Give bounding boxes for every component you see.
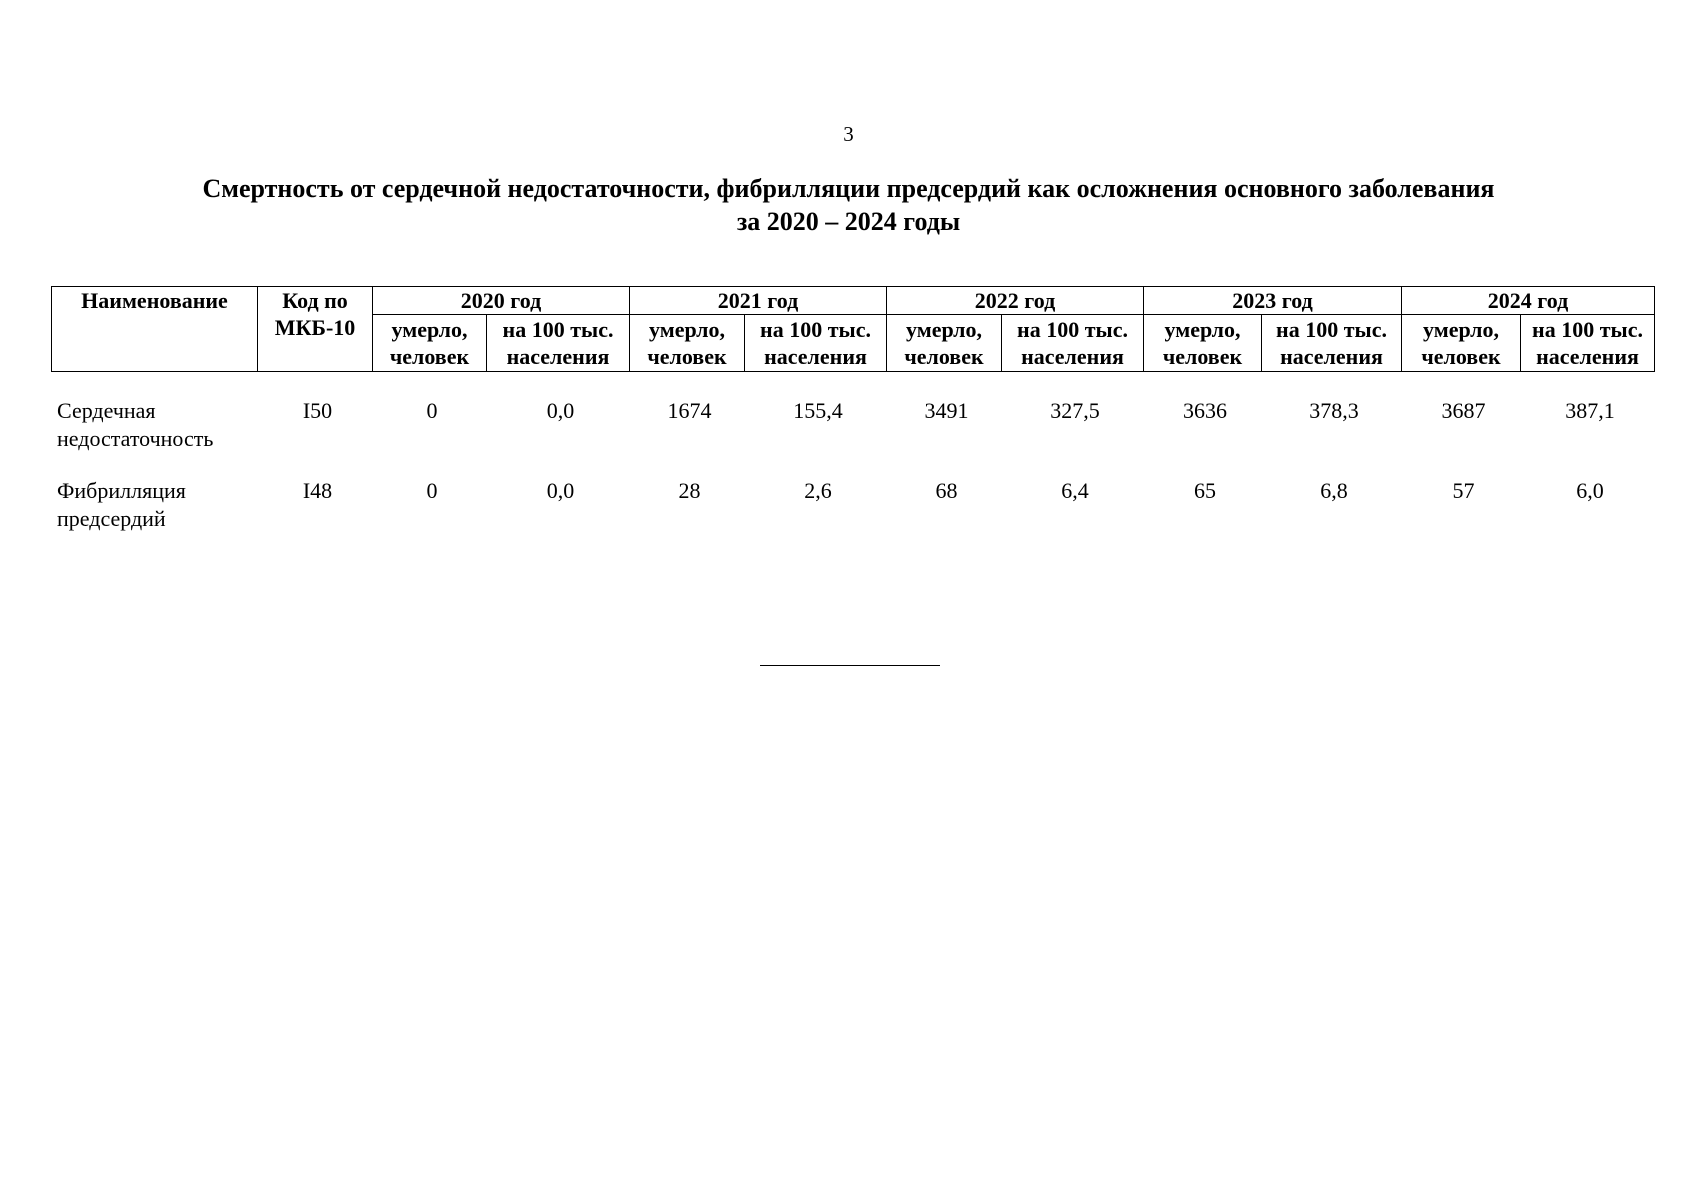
header-rate: на 100 тыс. населения: [1262, 315, 1402, 372]
header-rate: на 100 тыс. населения: [1521, 315, 1655, 372]
header-rate: на 100 тыс. населения: [1002, 315, 1144, 372]
header-died: умерло, человек: [887, 315, 1002, 372]
cell-value: 155,4: [793, 398, 843, 423]
cell-value: 2,6: [804, 478, 832, 503]
table-body: [51, 397, 1654, 557]
cell-value: 3491: [924, 398, 969, 423]
header-died: умерло, человек: [373, 315, 487, 372]
header-year-2020: 2020 год: [373, 287, 630, 315]
cell-value: 3687: [1441, 398, 1486, 423]
header-year-2024: 2024 год: [1402, 287, 1655, 315]
cell-value: 28: [678, 478, 701, 503]
cell-value: 327,5: [1050, 398, 1100, 423]
document-title: [60, 172, 1637, 238]
row-code: I50: [302, 398, 333, 423]
cell-value: 0,0: [546, 478, 575, 503]
cell-value: 378,3: [1309, 398, 1359, 423]
row-name: Сердечная недостаточность: [57, 398, 214, 451]
title-line-1: Смертность от сердечной недостаточности, фибрилляции предсердий как осложнения основного заболевания: [202, 174, 1495, 203]
cell-value: 0: [426, 478, 438, 503]
title-line-2: за 2020 – 2024 годы: [736, 207, 961, 236]
header-died: умерло, человек: [1144, 315, 1262, 372]
header-year-2021: 2021 год: [630, 287, 887, 315]
cell-value: 6,4: [1061, 478, 1089, 503]
cell-value: 57: [1452, 478, 1475, 503]
header-died: умерло, человек: [630, 315, 745, 372]
table-row: [51, 477, 1654, 557]
header-died: умерло, человек: [1402, 315, 1521, 372]
header-rate: на 100 тыс. населения: [487, 315, 630, 372]
row-code: I48: [302, 478, 333, 503]
cell-value: 1674: [667, 398, 712, 423]
separator-line: [760, 665, 940, 666]
cell-value: 68: [935, 478, 958, 503]
table-row: [51, 397, 1654, 477]
table-header: [51, 286, 1655, 372]
header-year-2023: 2023 год: [1144, 287, 1402, 315]
cell-value: 387,1: [1565, 398, 1615, 423]
cell-value: 0: [426, 398, 438, 423]
row-name: Фибрилляция предсердий: [57, 478, 186, 531]
cell-value: 6,8: [1320, 478, 1348, 503]
cell-value: 3636: [1183, 398, 1227, 423]
header-name: Наименование: [52, 287, 258, 372]
cell-value: 65: [1194, 478, 1216, 503]
page-number: 3: [843, 122, 854, 146]
header-year-2022: 2022 год: [887, 287, 1144, 315]
header-code: Код по МКБ-10: [258, 287, 373, 372]
cell-value: 0,0: [546, 398, 575, 423]
header-rate: на 100 тыс. населения: [745, 315, 887, 372]
cell-value: 6,0: [1576, 478, 1604, 503]
